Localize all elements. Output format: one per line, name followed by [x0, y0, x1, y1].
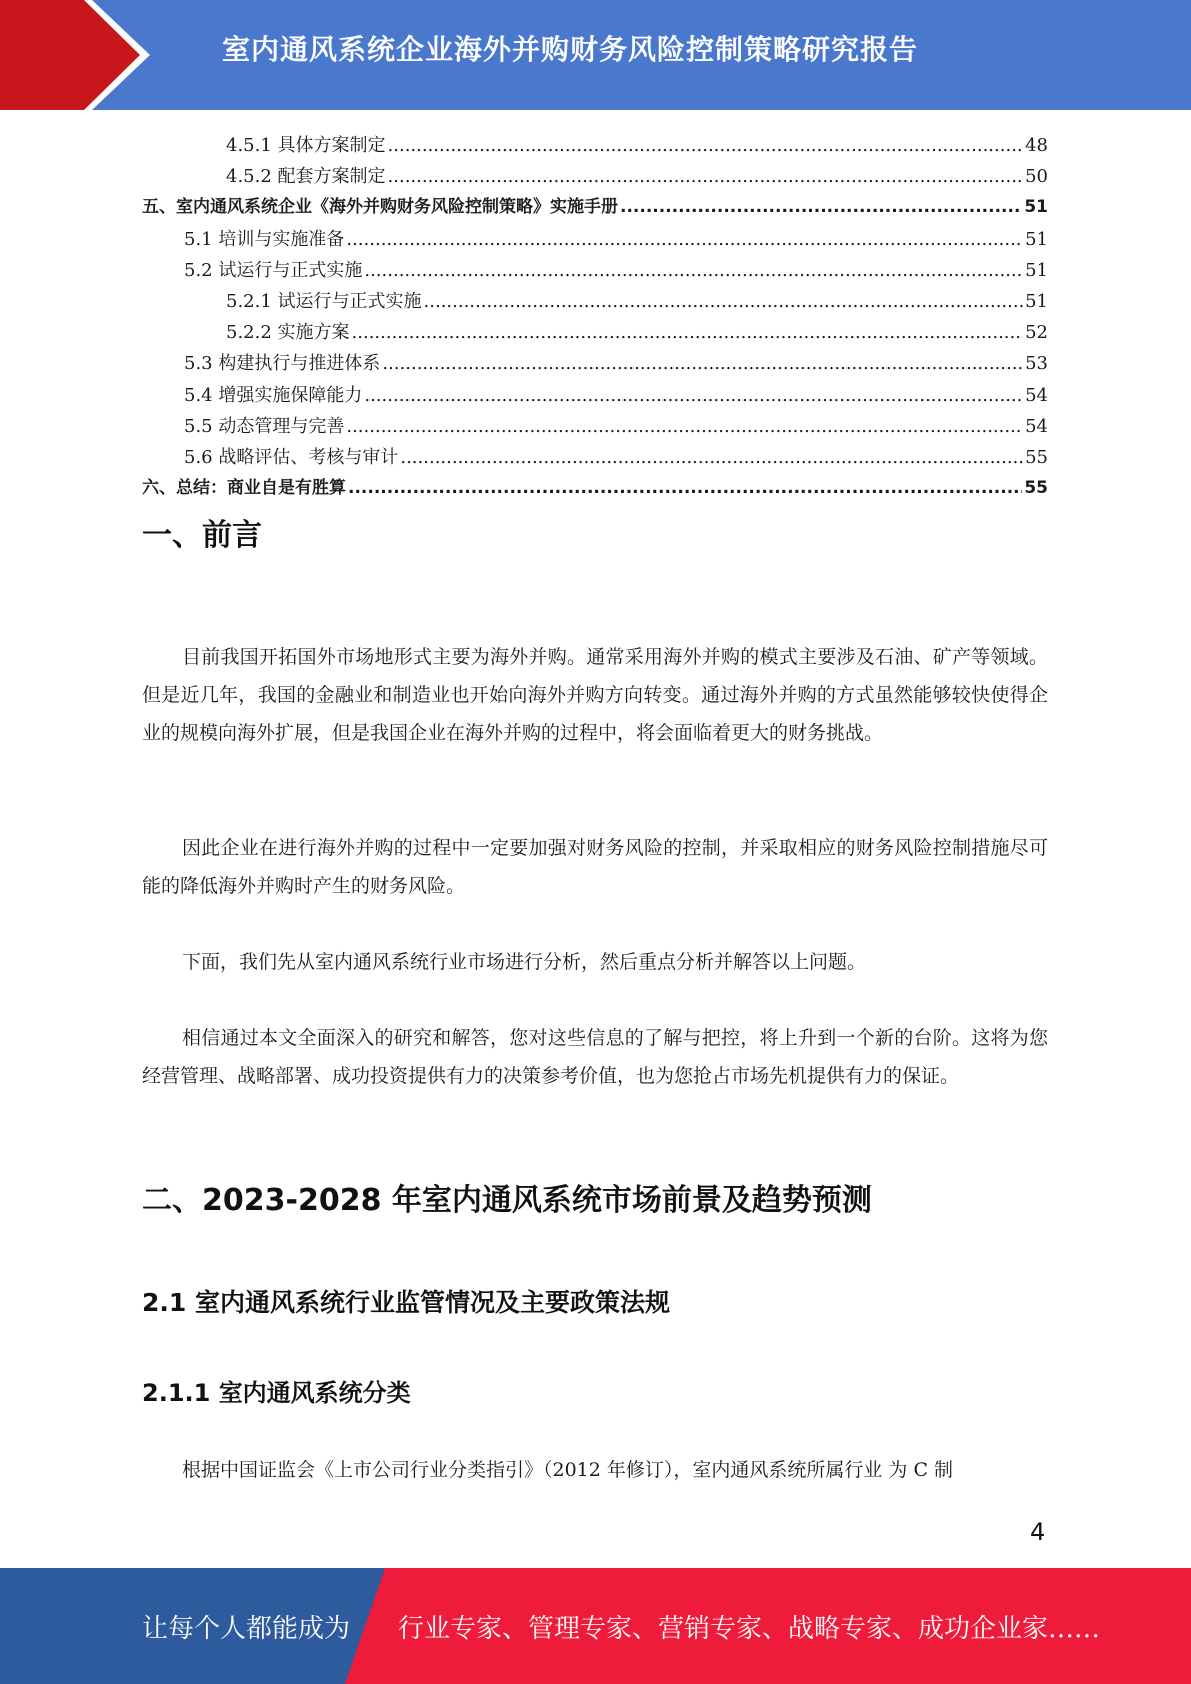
toc-entry-page: 54 — [1025, 384, 1048, 406]
table-of-contents — [142, 130, 1048, 504]
toc-entry[interactable] — [142, 255, 1048, 286]
toc-leader-dots — [346, 411, 1023, 442]
preface-paragraph-1: 目前我国开拓国外市场地形式主要为海外并购。通常采用海外并购的模式主要涉及石油、矿产等领域。但是近几年，我国的金融业和制造业也开始向海外并购方向转变。通过海外并购的方式虽然能够较快使得企业的规模向海外扩展，但是我国企业在海外并购的过程中，将会面临着更大的财务挑战。 — [142, 646, 1048, 744]
toc-leader-dots — [620, 192, 1022, 223]
toc-entry-label: 5.6 战略评估、考核与审计 — [184, 446, 399, 468]
toc-entry[interactable] — [142, 442, 1048, 473]
report-title: 室内通风系统企业海外并购财务风险控制策略研究报告 — [222, 33, 919, 66]
preface-paragraph-3: 下面，我们先从室内通风系统行业市场进行分析，然后重点分析并解答以上问题。 — [182, 951, 867, 973]
toc-entry[interactable] — [142, 348, 1048, 379]
toc-entry-page: 52 — [1025, 322, 1048, 344]
toc-entry-page: 51 — [1025, 228, 1048, 250]
toc-entry-label: 5.2 试运行与正式实施 — [184, 259, 363, 281]
header-chevron-icon — [0, 0, 150, 110]
toc-entry-label: 5.4 增强实施保障能力 — [184, 384, 363, 406]
page-header — [0, 0, 1191, 110]
toc-entry-page: 54 — [1025, 415, 1048, 437]
toc-entry[interactable] — [142, 473, 1048, 504]
section-heading-market: 二、2023-2028 年室内通风系统市场前景及趋势预测 — [142, 1183, 872, 1218]
toc-leader-dots — [348, 473, 1022, 504]
toc-entry-label: 4.5.1 具体方案制定 — [226, 135, 386, 156]
footer-slogan-right: 行业专家、管理专家、营销专家、战略专家、成功企业家…… — [398, 1614, 1101, 1644]
toc-entry[interactable] — [142, 286, 1048, 317]
subsection-heading-classification: 2.1.1 室内通风系统分类 — [142, 1379, 411, 1407]
page-number: 4 — [1030, 1518, 1046, 1546]
toc-entry[interactable] — [142, 224, 1048, 255]
toc-entry-label: 六、总结：商业自是有胜算 — [142, 478, 346, 499]
preface-paragraph-4: 相信通过本文全面深入的研究和解答，您对这些信息的了解与把控，将上升到一个新的台阶。这将为您经营管理、战略部署、成功投资提供有力的决策参考价值，也为您抢占市场先机提供有力的保证。 — [142, 1027, 1048, 1087]
toc-leader-dots — [400, 442, 1023, 473]
toc-entry-page: 51 — [1025, 259, 1048, 281]
toc-leader-dots — [388, 161, 1024, 192]
toc-entry-page: 51 — [1024, 197, 1048, 218]
toc-entry[interactable] — [142, 192, 1048, 223]
toc-leader-dots — [364, 255, 1023, 286]
toc-entry-label: 5.2.1 试运行与正式实施 — [226, 290, 422, 312]
toc-entry-page: 48 — [1025, 135, 1048, 156]
toc-entry-label: 五、室内通风系统企业《海外并购财务风险控制策略》实施手册 — [142, 197, 618, 218]
toc-entry-label: 5.1 培训与实施准备 — [184, 228, 345, 250]
toc-entry-label: 5.3 构建执行与推进体系 — [184, 353, 381, 375]
toc-entry-page: 55 — [1025, 446, 1048, 468]
toc-entry-page: 51 — [1025, 290, 1048, 312]
toc-entry-page: 55 — [1024, 478, 1048, 499]
toc-leader-dots — [352, 317, 1024, 348]
toc-entry[interactable] — [142, 130, 1048, 161]
subsection-heading-regulation: 2.1 室内通风系统行业监管情况及主要政策法规 — [142, 1288, 670, 1317]
toc-entry[interactable] — [142, 317, 1048, 348]
toc-entry[interactable] — [142, 161, 1048, 192]
toc-leader-dots — [382, 348, 1023, 379]
classification-paragraph: 根据中国证监会《上市公司行业分类指引》（2012 年修订），室内通风系统所属行业 为 C 制 — [182, 1459, 954, 1481]
toc-entry[interactable] — [142, 380, 1048, 411]
toc-entry-page: 50 — [1025, 166, 1048, 188]
toc-entry-page: 53 — [1025, 353, 1048, 375]
toc-entry-label: 5.2.2 实施方案 — [226, 322, 350, 344]
toc-entry-label: 4.5.2 配套方案制定 — [226, 166, 386, 188]
preface-paragraph-2: 因此企业在进行海外并购的过程中一定要加强对财务风险的控制，并采取相应的财务风险控制措施尽可能的降低海外并购时产生的财务风险。 — [142, 837, 1048, 897]
toc-entry-label: 5.5 动态管理与完善 — [184, 415, 345, 437]
page-footer — [0, 1568, 1191, 1684]
toc-leader-dots — [424, 286, 1024, 317]
toc-leader-dots — [388, 130, 1024, 161]
footer-slogan-left: 让每个人都能成为 — [142, 1614, 351, 1644]
section-heading-preface: 一、前言 — [142, 518, 262, 553]
toc-entry[interactable] — [142, 411, 1048, 442]
toc-leader-dots — [346, 224, 1023, 255]
toc-leader-dots — [364, 380, 1023, 411]
